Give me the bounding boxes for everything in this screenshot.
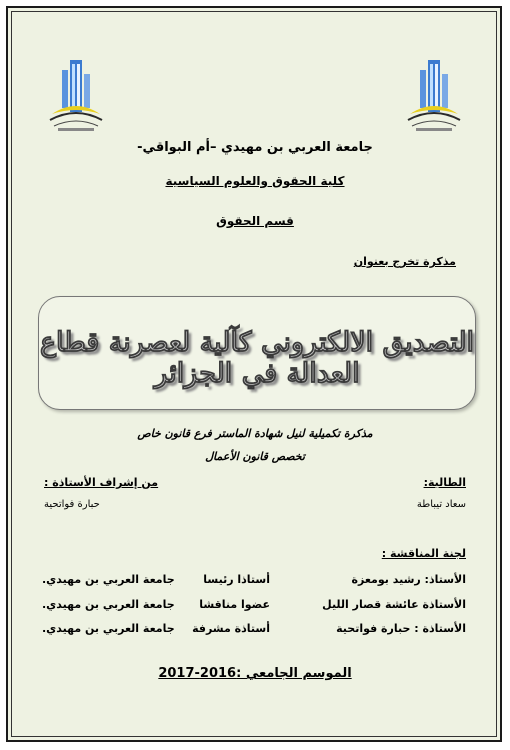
student-label: الطالبة:: [423, 476, 466, 489]
thesis-title: التصديق الالكتروني كآلية لعصرنة قطاع العدالة في الجزائر: [39, 327, 475, 389]
committee-member-role: عضوا مناقشا: [199, 598, 270, 611]
department-name: قسم الحقوق: [216, 214, 294, 228]
academic-year: الموسم الجامعي :2016-2017: [158, 666, 352, 681]
committee-member-university: جامعة العربي بن مهيدي.: [42, 573, 175, 586]
faculty-name: كلية الحقوق والعلوم السياسية: [165, 174, 345, 188]
committee-member-name: الأستاذ: رشيد بومعزة: [351, 573, 466, 586]
university-name: جامعة العربي بن مهيدي –أم البواقي-: [137, 140, 373, 155]
supervisor-name: حبارة فواتحية: [44, 499, 100, 510]
committee-member-role: أستاذا رئيسا: [203, 573, 270, 586]
university-logo-right: [402, 56, 466, 140]
committee-member-name: الأستاذة عائشة قصار الليل: [322, 598, 466, 611]
committee-label: لجنة المناقشة :: [381, 547, 466, 560]
subtitle-line1: مذكرة تكميلية لنيل شهادة الماستر فرع قانون خاص: [137, 427, 373, 440]
title-box: [38, 296, 476, 410]
committee-member-university: جامعة العربي بن مهيدي.: [42, 598, 175, 611]
subtitle-line2: تخصص قانون الأعمال: [205, 450, 305, 463]
committee-member-name: الأستاذة : حبارة فواتحية: [336, 622, 466, 635]
university-logo-left: [44, 56, 108, 140]
committee-member-role: أستاذة مشرفة: [192, 622, 270, 635]
memo-label: مذكرة تخرج بعنوان: [353, 255, 456, 268]
supervisor-label: من إشراف الأستاذة :: [44, 476, 159, 489]
student-name: سعاد تيباطة: [416, 499, 466, 510]
committee-member-university: جامعة العربي بن مهيدي.: [42, 622, 175, 635]
